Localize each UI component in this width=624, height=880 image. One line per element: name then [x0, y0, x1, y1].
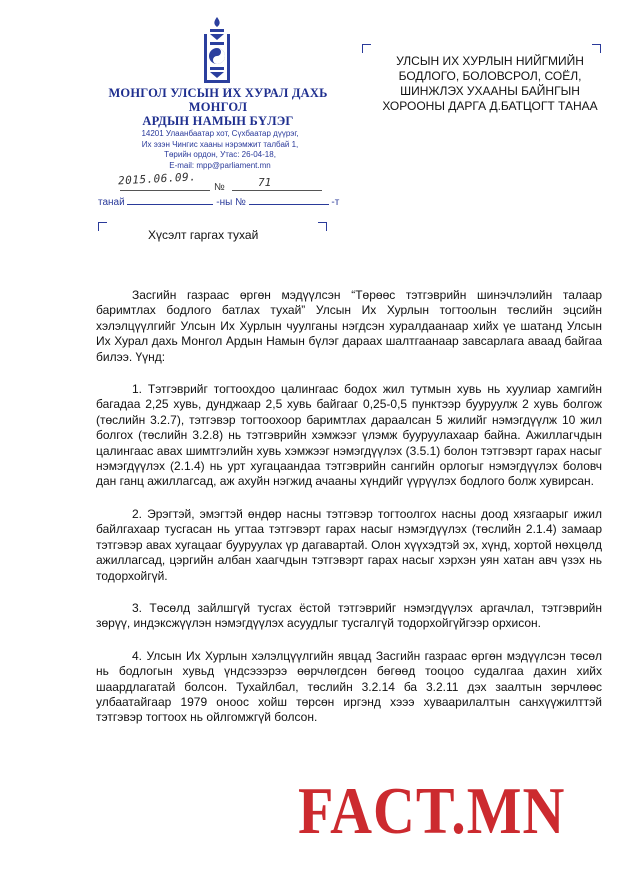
ref-mid: -ны №	[216, 197, 246, 208]
date-underline	[120, 190, 210, 191]
body-paragraph-4: 4. Улсын Их Хурлын хэлэлцүүлгийн явцад Засгийн газраас өргөн мэдүүлсэн төсөл нь бодлогын хувьд үндсэээрээ өөрчлөгдсөн бөгөөд тооцоо судалгаа дахин хийх шаардлагатай болсон. Тухайлбал, төслийн 3.2.14 ба 3.2.11 дэх заалтын зөрчлөөс улбаатайгаар 1979 оноос хойш төрсөн иргэнд хэээ хуваарилалтын санхүүжилттэй тэтгэвэр тогтоох нь ойлгомжгүй болсон.	[96, 648, 602, 725]
recipient-line-2: БОДЛОГО, БОЛОВСРОЛ, СОЁЛ,	[398, 69, 582, 83]
handwritten-date: 2015.06.09.	[117, 170, 197, 188]
handwritten-number: 71	[258, 176, 272, 189]
number-sign: №	[214, 182, 225, 193]
body-paragraph-1: 1. Тэтгэврийг тогтоохдоо цалингаас бодох жил тутмын хувь нь хуулиар хамгийн багадаа 2,25 хувь, дунджаар 2,5 хувь байгааг 0,25-0,5 пунктээр бууруулж 2 хувь болгож (төслийн 3.2.7), тэтгэвэр тогтоохоор баримтлах дараалсан 5 жилийг нэмэгдүүлж 10 жил болгох (төслийн 3.2.8) нь тэтгэврийн хэмжээг үлэмж бууруулахаар байна. Ажиллагчдын цалингаас авах шимтгэлийн хувь хэмжээг нэмэгдүүлэх (3.5.1) болон тэтгэвэрт гарах насыг нэмэгдүүлэх (2.1.4) нь урт хугацаандаа тэтгэврийн сангийн орлогыг нэмэгдүүлэх боловч дан ганц ажиллагсад, аж ахуйн нэгжид ачааны хүндийг үүрүүлэх бодлого болж хувирсан.	[96, 382, 602, 489]
recipient-line-4: ХОРООНЫ ДАРГА Д.БАТЦОГТ ТАНАА	[382, 99, 598, 113]
recipient-bracket-top-right	[592, 44, 601, 53]
subject-bracket-top-right	[318, 222, 327, 231]
body-intro-paragraph: Засгийн газраас өргөн мэдүүлсэн “Төрөөс тэтгэврийн шинэчлэлийн талаар баримтлах бодлого батлах тухай” Улсын Их Хурлын тогтоолын төслийн эцсийн хэлэлцүүлгийг Улсын Их Хурлын чуулганы нэгдсэн хуралдаанаар хийх үе шатанд Улсын Их Хурал дахь Монгол Ардын Намын бүлэг дараах шалтгаанаар завсарлага аваад байгаа билээ. Үүнд:	[96, 288, 602, 364]
recipient-line-1: УЛСЫН ИХ ХУРЛЫН НИЙГМИЙН	[396, 54, 584, 68]
letter-body	[96, 288, 602, 743]
body-paragraph-2: 2. Эрэгтэй, эмэгтэй өндөр насны тэтгэвэр тогтоолгох насны доод хязгаарыг ижил байлгахаар тусгасан нь угтаа тэтгэвэрт гарах насыг нэмэгдүүлэх (төслийн 2.1.4) замаар тэтгэвэр авах хугацааг бууруулах үр дагавартай. Олон хүүхэдтэй эх, хүнд, хортой нөхцөлд ажиллагсад, цэргийн албан хаагчдын тэтгэвэрт гарах насыг хэрхэн уян хатан авч үзэх нь тодорхойгүй.	[96, 506, 602, 583]
recipient-bracket-top-left	[362, 44, 371, 53]
fact-mn-watermark: FACT.MN	[298, 773, 566, 848]
reference-row	[98, 196, 339, 208]
ref-suffix: -т	[331, 197, 340, 208]
organization-address	[110, 129, 330, 171]
subject-bracket-top-left	[98, 222, 107, 231]
recipient-line-3: ШИНЖЛЭХ УХААНЫ БАЙНГЫН	[400, 84, 580, 98]
org-line-3: АРДЫН НАМЫН БҮЛЭГ	[142, 114, 294, 128]
address-line-3: Төрийн ордон, Утас: 26-04-18,	[164, 150, 276, 159]
ref-prefix: танай	[98, 197, 125, 208]
address-line-1: 14201 Улаанбаатар хот, Сүхбаатар дүүрэг,	[141, 129, 299, 138]
address-line-4: E-mail: mpp@parliament.mn	[169, 160, 271, 170]
ref-blank-number	[249, 196, 329, 205]
number-underline	[232, 190, 322, 191]
address-line-2: Их эзэн Чингис хааны нэрэмжит талбай 1,	[141, 139, 299, 149]
org-line-1: МОНГОЛ УЛСЫН ИХ ХУРАЛ ДАХЬ	[108, 86, 328, 100]
organization-name	[90, 86, 346, 128]
letter-subject: Хүсэлт гаргах тухай	[148, 228, 259, 242]
recipient-block	[380, 54, 600, 114]
body-paragraph-3: 3. Төсөлд зайлшгүй тусгах ёстой тэтгэврийг нэмэгдүүлэх аргачлал, тэтгэврийн зөрүү, индэксжүүлэн нэмэгдүүлэх асуудлыг тусгалгүй тодорхойгүйгээр орхисон.	[96, 600, 602, 631]
soyombo-emblem-icon	[200, 16, 234, 84]
org-line-2: МОНГОЛ	[188, 100, 248, 114]
ref-blank-date	[127, 196, 213, 205]
